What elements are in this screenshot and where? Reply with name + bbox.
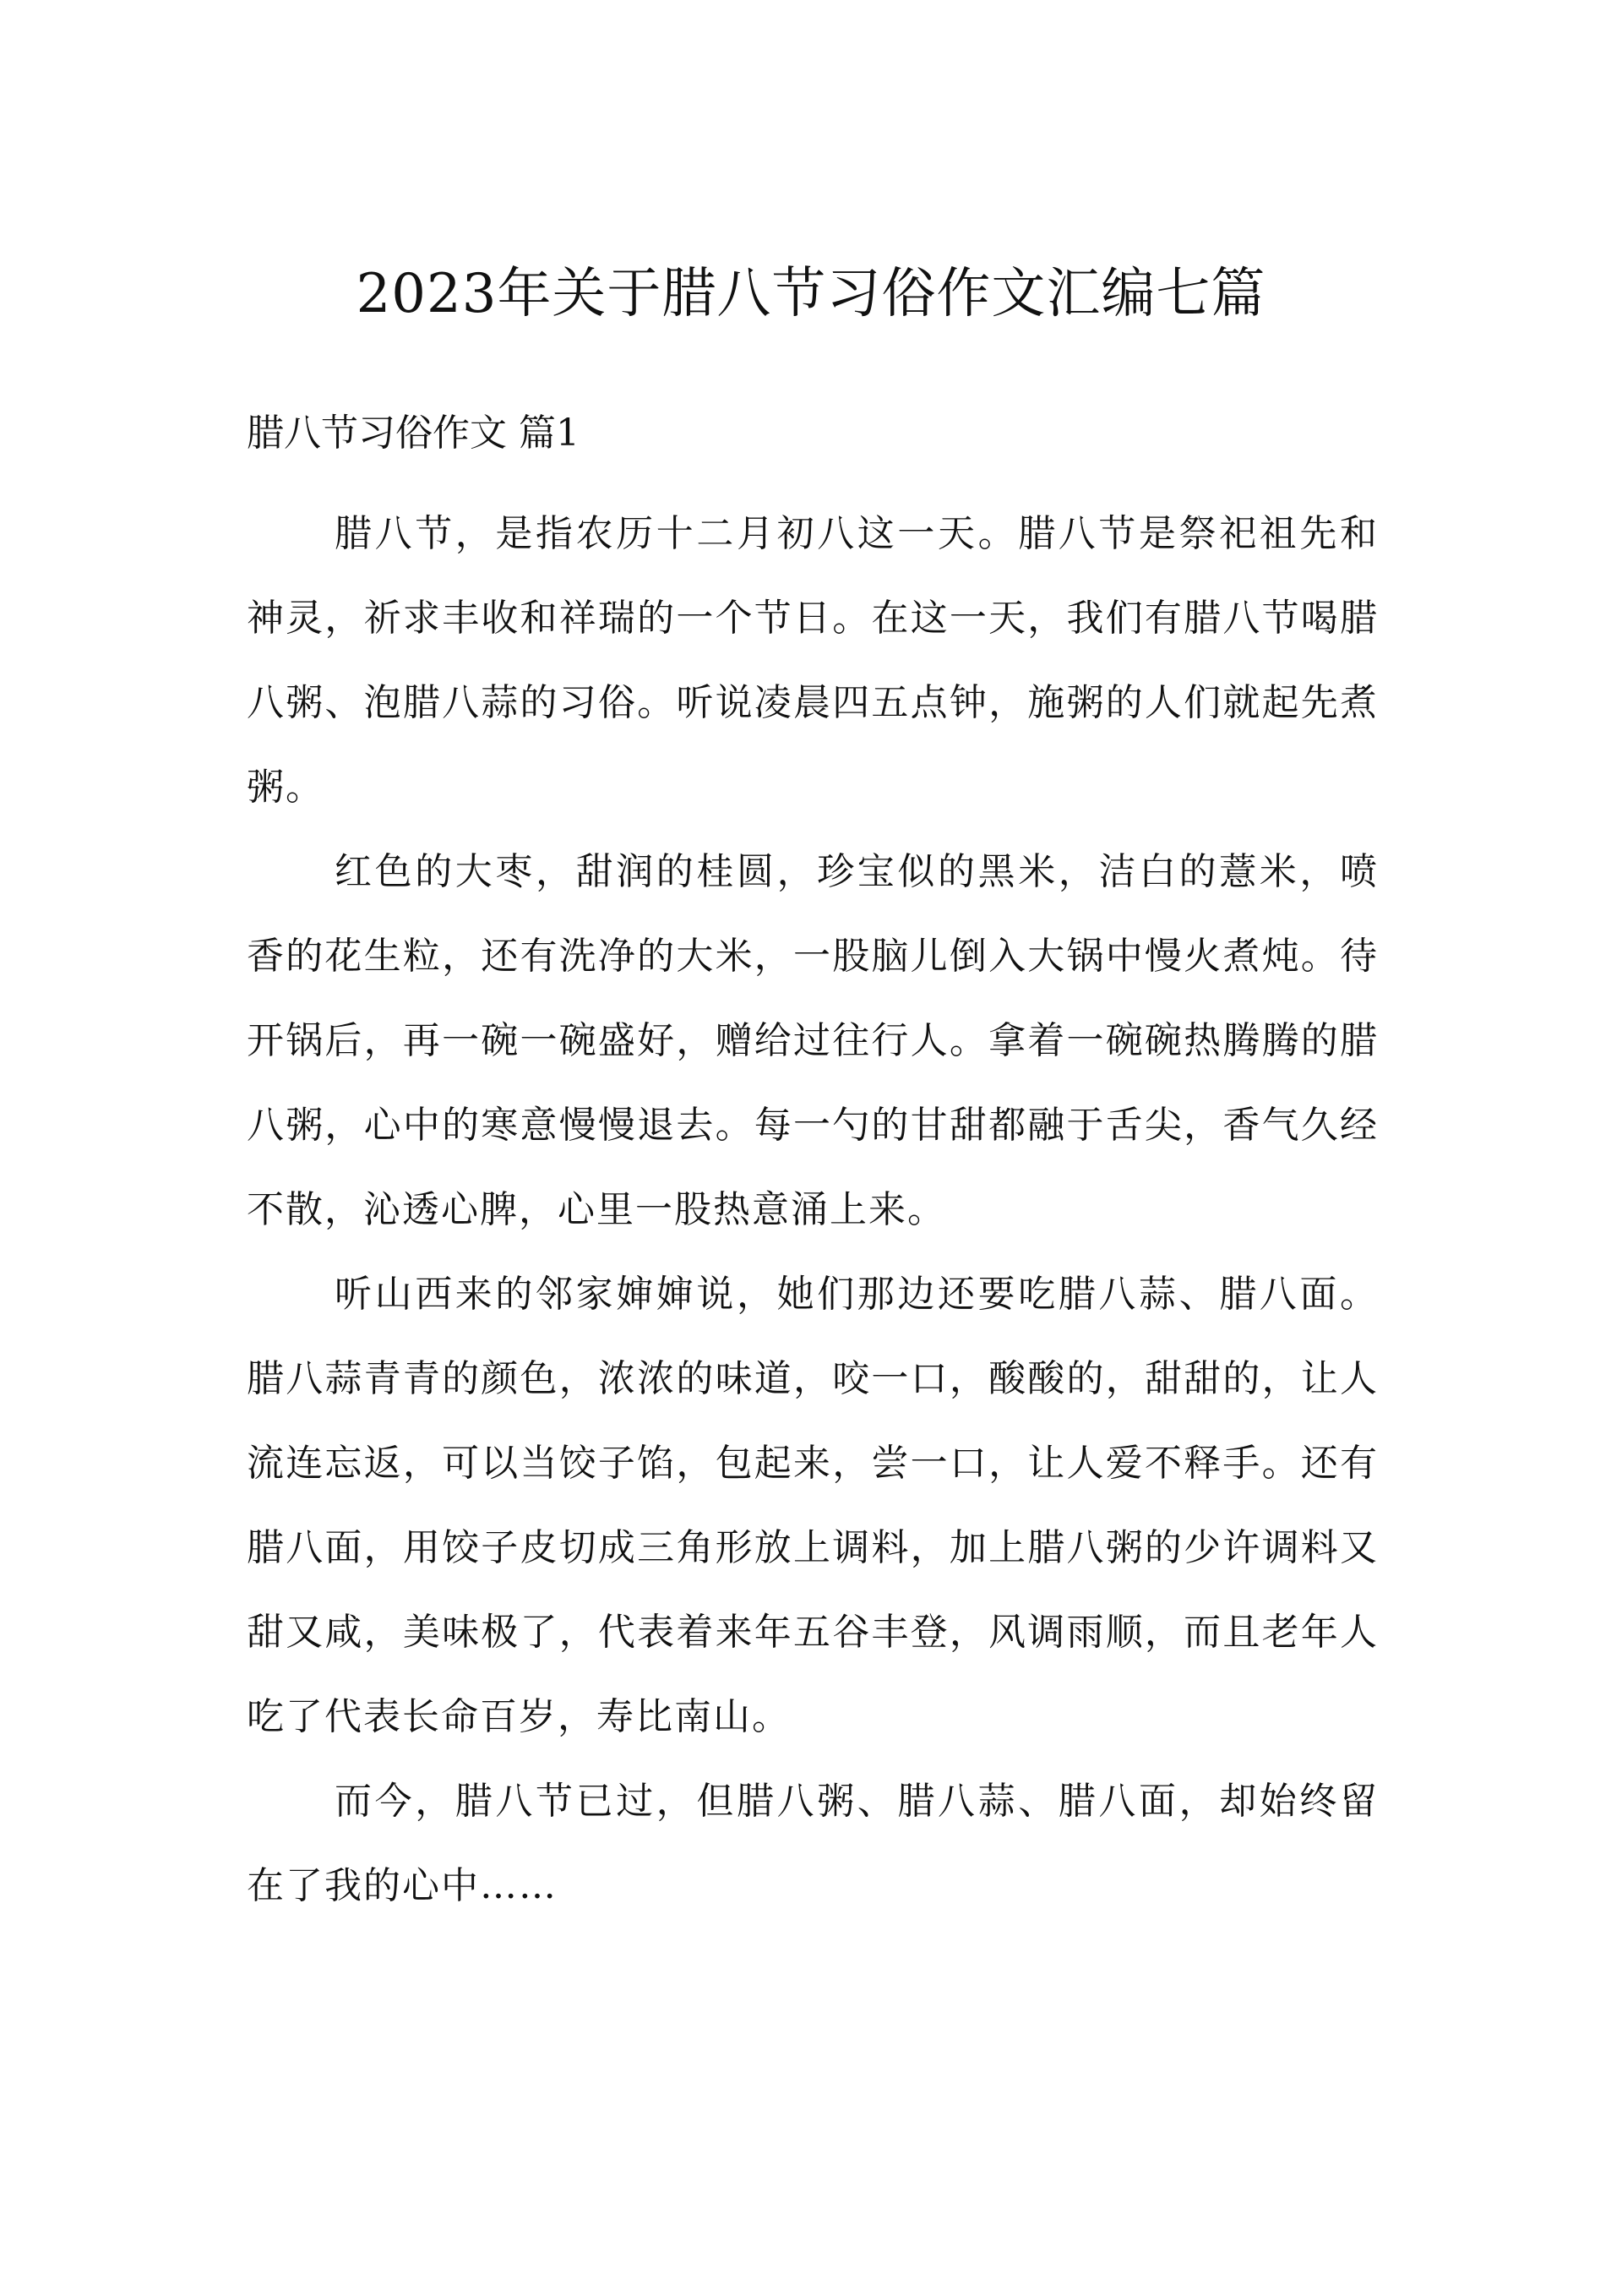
paragraph-1: 腊八节，是指农历十二月初八这一天。腊八节是祭祀祖先和神灵，祈求丰收和祥瑞的一个节日。在这一天，我们有腊八节喝腊八粥、泡腊八蒜的习俗。听说凌晨四五点钟，施粥的人们就起先煮粥。 [247,512,1379,809]
document-body [247,404,1379,1928]
paragraph-4: 而今，腊八节已过，但腊八粥、腊八蒜、腊八面，却始终留在了我的心中…… [247,1780,1379,1907]
section-heading: 腊八节习俗作文 篇1 [247,412,580,455]
paragraph-2: 红色的大枣，甜润的桂圆，珍宝似的黑米，洁白的薏米，喷香的花生粒，还有洗净的大米，一股脑儿倒入大锅中慢火煮炖。待开锅后，再一碗一碗盛好，赠给过往行人。拿着一碗碗热腾腾的腊八粥，心中的寒意慢慢退去。每一勺的甘甜都融于舌尖，香气久经不散，沁透心脾，心里一股热意涌上来。 [247,850,1379,1231]
paragraph-3: 听山西来的邻家婶婶说，她们那边还要吃腊八蒜、腊八面。腊八蒜青青的颜色，浓浓的味道，咬一口，酸酸的，甜甜的，让人流连忘返，可以当饺子馅，包起来，尝一口，让人爱不释手。还有腊八面，用饺子皮切成三角形放上调料，加上腊八粥的少许调料又甜又咸，美味极了，代表着来年五谷丰登，风调雨顺，而且老年人吃了代表长命百岁，寿比南山。 [247,1273,1379,1738]
document-title: 2023年关于腊八节习俗作文汇编七篇 [356,263,1266,325]
